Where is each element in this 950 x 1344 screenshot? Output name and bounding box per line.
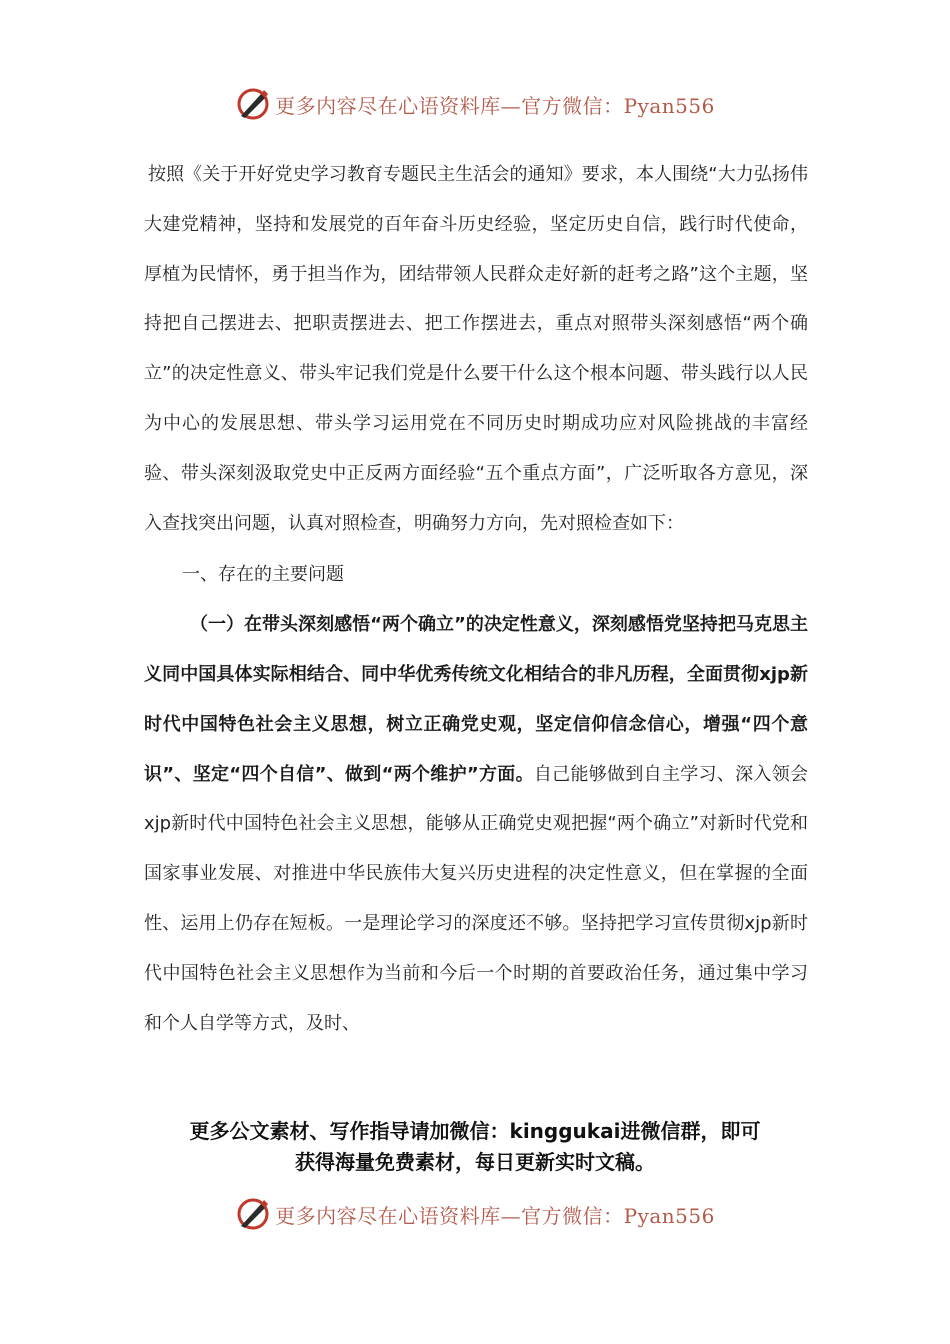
header-banner — [0, 84, 950, 124]
pen-logo-icon — [235, 1196, 271, 1232]
promo-line-2: 获得海量免费素材，每日更新实时文稿。 — [295, 1150, 655, 1174]
promo-notice — [0, 1116, 950, 1178]
header-banner-text: 更多内容尽在心语资料库—官方微信：Pyan556 — [275, 93, 715, 118]
footer-banner — [0, 1194, 950, 1234]
intro-paragraph: 按照《关于开好党史学习教育专题民主生活会的通知》要求，本人围绕“大力弘扬伟大建党精神，坚持和发展党的百年奋斗历史经验，坚定历史自信，践行时代使命，厚植为民情怀，勇于担当作为，团结带领人民群众走好新的赶考之路”这个主题，坚持把自己摆进去、把职责摆进去、把工作摆进去，重点对照带头深刻感悟“两个确立”的决定性意义、带头牢记我们党是什么要干什么这个根本问题、带头践行以人民为中心的发展思想、带头学习运用党在不同历史时期成功应对风险挑战的丰富经验、带头深刻汲取党史中正反两方面经验“五个重点方面”，广泛听取各方意见，深入查找突出问题，认真对照检查，明确努力方向，先对照检查如下： — [144, 164, 808, 534]
document-body — [144, 150, 808, 1048]
pen-logo-icon — [235, 86, 271, 122]
problem-paragraph — [144, 600, 808, 1048]
section-heading: 一、存在的主要问题 — [182, 564, 344, 586]
problem-paragraph-text: 自己能够做到自主学习、深入领会xjp新时代中国特色社会主义思想，能够从正确党史观把握“两个确立”对新时代党和国家事业发展、对推进中华民族伟大复兴历史进程的决定性意义，但在掌握的全面性、运用上仍存在短板。一是理论学习的深度还不够。坚持把学习宣传贯彻xjp新时代中国特色社会主义思想作为当前和今后一个时期的首要政治任务，通过集中学习和个人自学等方式，及时、 — [144, 763, 808, 1034]
footer-banner-text: 更多内容尽在心语资料库—官方微信：Pyan556 — [275, 1203, 715, 1228]
promo-line-1: 更多公文素材、写作指导请加微信：kinggukai进微信群，即可 — [189, 1119, 761, 1143]
problem-heading-bold: （一）在带头深刻感悟“两个确立”的决定性意义，深刻感悟党坚持把马克思主义同中国具体实际相结合、同中华优秀传统文化相结合的非凡历程，全面贯彻xjp新时代中国特色社会主义思想，树立正确党史观，坚定信仰信念信心，增强“四个意识”、坚定“四个自信”、做到“两个维护”方面。 — [144, 614, 808, 785]
